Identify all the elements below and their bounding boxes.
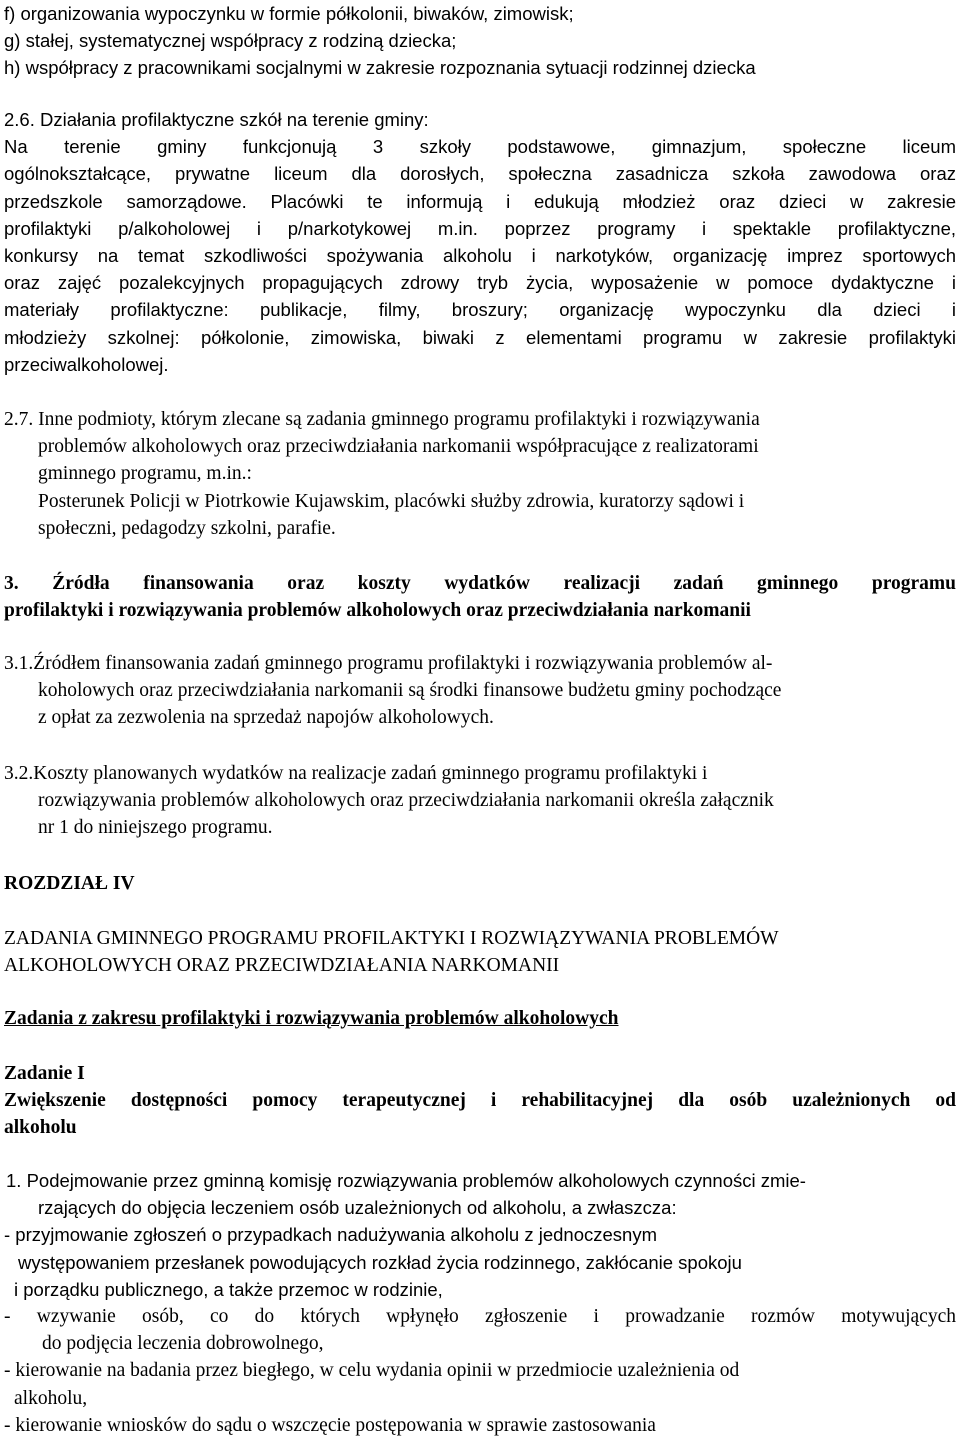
list-item-h: h) współpracy z pracownikami socjalnymi w zakresie rozpoznania sytuacji rodzinnej dziecka <box>4 57 756 79</box>
paragraph-line: materiały profilaktyczne: publikacje, filmy, broszury; organizację wypoczynku dla dzieci i <box>4 299 956 321</box>
chapter-subtitle-line: ZADANIA GMINNEGO PROGRAMU PROFILAKTYKI I ROZWIĄZYWANIA PROBLEMÓW <box>4 928 779 949</box>
list-item-line: alkoholu, <box>14 1387 88 1409</box>
zadanie-title-line: alkoholu <box>4 1117 77 1139</box>
paragraph-line: rozwiązywania problemów alkoholowych oraz przeciwdziałania narkomanii określa załącznik <box>38 790 774 812</box>
paragraph-line: przeciwalkoholowej. <box>4 353 169 375</box>
section-heading-text: Działania profilaktyczne szkół na terenie gminy: <box>40 109 429 130</box>
tasks-heading <box>4 1005 956 1032</box>
list-item-f: f) organizowania wypoczynku w formie półkolonii, biwaków, zimowisk; <box>4 3 574 24</box>
section-3-1 <box>4 650 956 732</box>
section-heading-line: profilaktyki i rozwiązywania problemów alkoholowych oraz przeciwdziałania narkomanii <box>4 600 751 622</box>
section-number: 3.2. <box>4 763 34 784</box>
section-number: 3.1. <box>4 653 34 674</box>
section-2-6-heading <box>4 106 956 133</box>
list-item-line: - wzywanie osób, co do których wpłynęło zgłoszenie i prowadzanie rozmów motywujących <box>4 1306 956 1328</box>
list-item-line: - przyjmowanie zgłoszeń o przypadkach nadużywania alkoholu z jednoczesnym <box>4 1224 657 1246</box>
chapter-subtitle <box>4 925 956 979</box>
section-number: 2.6. <box>4 109 35 130</box>
paragraph-line: społeczni, pedagodzy szkolni, parafie. <box>38 517 336 539</box>
paragraph-line: młodzieży szkolnej: półkolonie, zimowiska, biwaki z elementami programu w zakresie profilaktyki <box>4 326 956 348</box>
paragraph-line: nr 1 do niniejszego programu. <box>38 817 273 839</box>
zadanie-1 <box>4 1060 956 1142</box>
list-item-line: występowaniem przesłanek powodujących rozkład życia rodzinnego, zakłócanie spokoju <box>18 1251 742 1273</box>
section-3-2 <box>4 760 956 842</box>
task-item-1 <box>4 1167 956 1439</box>
paragraph-line: profilaktyki p/alkoholowej i p/narkotykowej m.in. poprzez programy i spektakle profilaktyczne, <box>4 217 956 239</box>
paragraph-line <box>4 760 956 787</box>
paragraph-line: Posterunek Policji w Piotrkowie Kujawskim, placówki służby zdrowia, kuratorzy sądowi i <box>38 490 745 512</box>
chapter-title <box>4 870 956 897</box>
paragraph-text: Koszty planowanych wydatków na realizacje zadań gminnego programu profilaktyki i <box>33 763 708 784</box>
paragraph-text: Źródłem finansowania zadań gminnego programu profilaktyki i rozwiązywania problemów al- <box>33 653 773 674</box>
paragraph-line: przedszkole samorządowe. Placówki te informują i edukują młodzież oraz dzieci w zakresie <box>4 190 956 212</box>
paragraph-line: Na terenie gminy funkcjonują 3 szkoły podstawowe, gimnazjum, społeczne liceum <box>4 136 956 158</box>
paragraph-line <box>4 406 956 433</box>
chapter-subtitle-line: ALKOHOLOWYCH ORAZ PRZECIWDZIAŁANIA NARKOMANII <box>4 955 560 977</box>
list-item-line: - kierowanie na badania przez biegłego, w celu wydania opinii w przedmiocie uzależnienia od <box>4 1360 740 1382</box>
paragraph-line: ogólnokształcące, prywatne liceum dla dorosłych, społeczna zasadnicza szkoła zawodowa oraz <box>4 163 956 185</box>
list-item-line: 1. Podejmowanie przez gminną komisję rozwiązywania problemów alkoholowych czynności zmie- <box>6 1170 806 1191</box>
paragraph-line: problemów alkoholowych oraz przeciwdziałania narkomanii współpracujące z realizatorami <box>38 436 759 458</box>
zadanie-title-line: Zwiększenie dostępności pomocy terapeutycznej i rehabilitacyjnej dla osób uzależnionych od <box>4 1090 956 1112</box>
list-item-line: - kierowanie wniosków do sądu o wszczęcie postępowania w sprawie zastosowania <box>4 1414 656 1436</box>
paragraph-line: koholowych oraz przeciwdziałania narkomanii są środki finansowe budżetu gminy pochodzące <box>38 680 782 702</box>
paragraph-line <box>4 650 956 677</box>
section-heading-line: 3. Źródła finansowania oraz koszty wydatków realizacji zadań gminnego programu <box>4 573 956 594</box>
paragraph-line: z opłat za zezwolenia na sprzedaż napojów alkoholowych. <box>38 707 494 729</box>
zadanie-label: Zadanie I <box>4 1063 85 1084</box>
section-2-7 <box>4 406 956 542</box>
paragraph-line: oraz zajęć pozalekcyjnych propagujących zdrowy tryb życia, wyposażenie w pomoce dydaktyczne i <box>4 272 956 294</box>
list-item-line: i porządku publicznego, a także przemoc w rodzinie, <box>14 1278 443 1300</box>
section-2-6 <box>4 106 956 378</box>
chapter-title-text: ROZDZIAŁ IV <box>4 873 135 894</box>
list-f-h <box>4 0 956 82</box>
paragraph-line: konkursy na temat szkodliwości spożywania alkoholu i narkotyków, organizację imprez sportowych <box>4 245 956 267</box>
section-3-heading <box>4 570 956 624</box>
paragraph-line: gminnego programu, m.in.: <box>38 463 252 485</box>
underlined-heading: Zadania z zakresu profilaktyki i rozwiązywania problemów alkoholowych <box>4 1008 619 1029</box>
list-item-g: g) stałej, systematycznej współpracy z rodziną dziecka; <box>4 30 457 52</box>
list-item-line: rzających do objęcia leczeniem osób uzależnionych od alkoholu, a zwłaszcza: <box>38 1197 677 1219</box>
list-item-line: do podjęcia leczenia dobrowolnego, <box>42 1333 324 1355</box>
section-number: 2.7. <box>4 409 34 430</box>
paragraph-text: Inne podmioty, którym zlecane są zadania gminnego programu profilaktyki i rozwiązywania <box>38 409 760 430</box>
